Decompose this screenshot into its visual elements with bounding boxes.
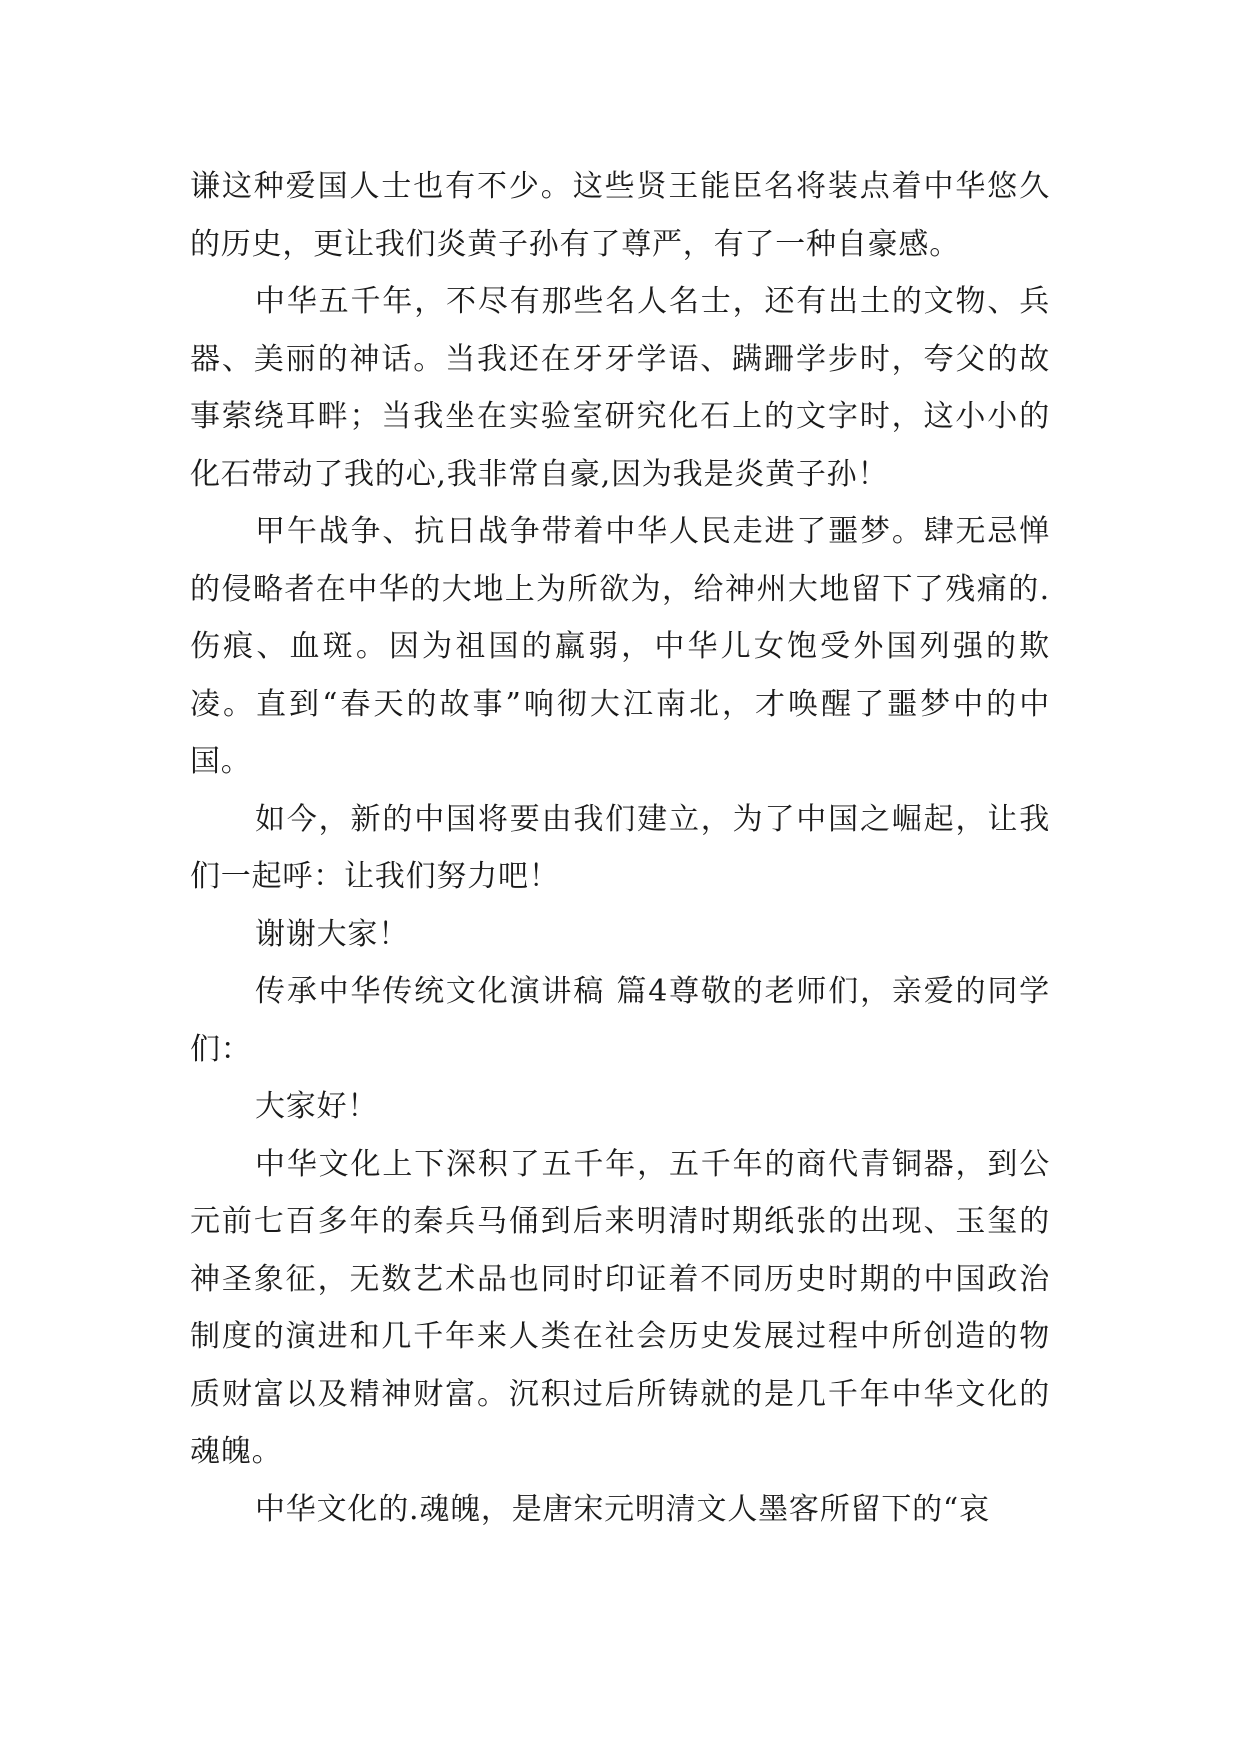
paragraph-8: 中华文化上下深积了五千年，五千年的商代青铜器，到公元前七百多年的秦兵马俑到后来明清时期纸张的出现、玉玺的神圣象征，无数艺术品也同时印证着不同历史时期的中国政治制度的演进和几千年来人类在社会历史发展过程中所创造的物质财富以及精神财富。沉积过后所铸就的是几千年中华文化的魂魄。	[190, 1146, 1050, 1469]
body-text	[190, 158, 1050, 1538]
paragraph-5: 谢谢大家！	[255, 916, 409, 952]
paragraph-7: 大家好！	[255, 1089, 379, 1124]
paragraph-9: 中华文化的.魂魄，是唐宋元明清文人墨客所留下的“哀	[255, 1491, 990, 1527]
paragraph-3: 甲午战争、抗日战争带着中华人民走进了噩梦。肆无忌惮的侵略者在中华的大地上为所欲为，给神州大地留下了残痛的.伤痕、血斑。因为祖国的羸弱，中华儿女饱受外国列强的欺凌。直到“春天的故事”响彻大江南北，才唤醒了噩梦中的中国。	[190, 514, 1050, 779]
paragraph-4: 如今，新的中国将要由我们建立，为了中国之崛起，让我们一起呼：让我们努力吧！	[190, 801, 1050, 894]
paragraph-1: 谦这种爱国人士也有不少。这些贤王能臣名将装点着中华悠久的历史，更让我们炎黄子孙有了尊严，有了一种自豪感。	[190, 169, 1050, 262]
paragraph-6: 传承中华传统文化演讲稿 篇4尊敬的老师们，亲爱的同学们：	[190, 974, 1050, 1067]
paragraph-2: 中华五千年，不尽有那些名人名士，还有出土的文物、兵器、美丽的神话。当我还在牙牙学语、蹒跚学步时，夸父的故事萦绕耳畔；当我坐在实验室研究化石上的文字时，这小小的化石带动了我的心,我非常自豪,因为我是炎黄子孙！	[190, 284, 1050, 492]
